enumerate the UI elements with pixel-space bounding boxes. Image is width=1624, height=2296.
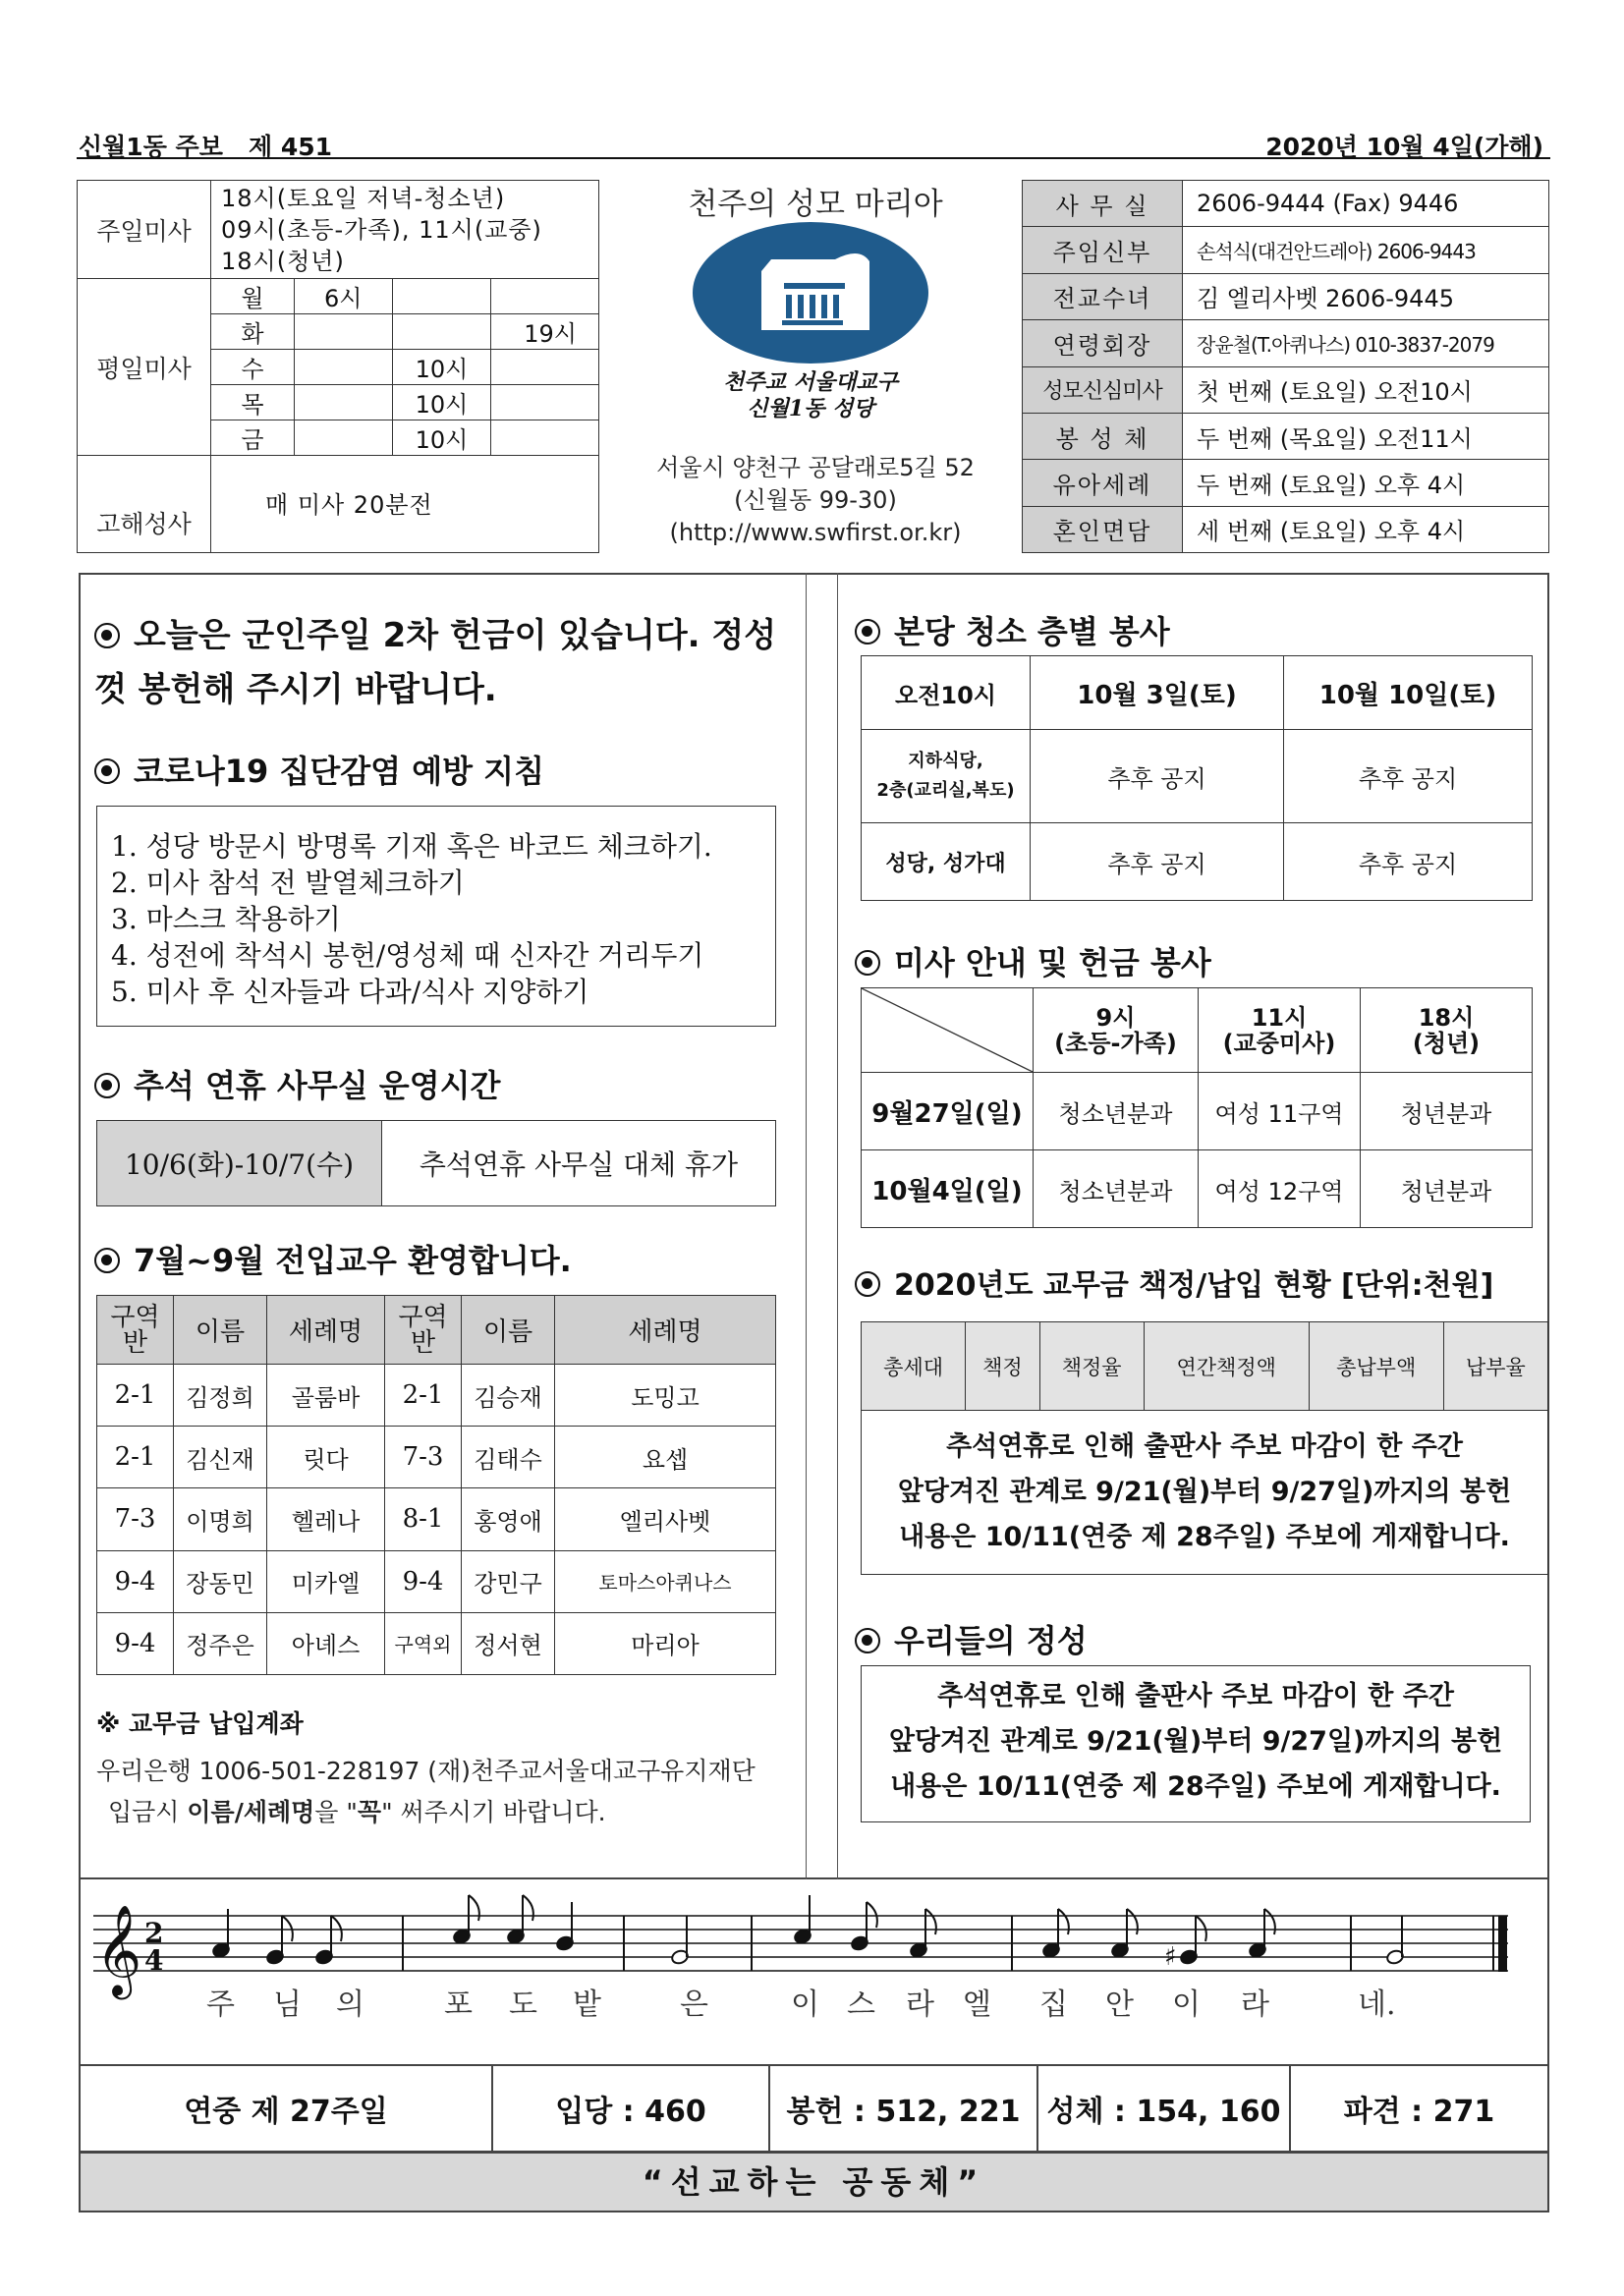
note-flag [1127, 1909, 1138, 1934]
newcomer-section-title: 7월~9월 전입교우 환영합니다. [94, 1236, 572, 1281]
lyric-syllable: 라 [1241, 1988, 1269, 2022]
note-flag [469, 1895, 479, 1921]
treble-clef-icon: 𝄞 [95, 1904, 142, 1995]
offering-amount: 봉헌 : 512, 221 [769, 2065, 1037, 2152]
svg-text:신월1동 성당: 신월1동 성당 [747, 396, 874, 419]
diagonal-cell [862, 988, 1034, 1073]
list-item: 1. 성당 방문시 방명록 기재 혹은 바코드 체크하기. [111, 830, 712, 863]
bullet-icon [94, 1248, 120, 1273]
table-row: 성당, 성가대 추후 공지 추후 공지 [862, 823, 1533, 901]
attendance-count: 입당 : 460 [492, 2065, 769, 2152]
parish-url: (http://www.swfirst.or.kr) [669, 519, 962, 546]
table-row: 9-4 정주은 아녜스 구역외 정서현 마리아 [97, 1612, 776, 1674]
communion-count: 성체 : 154, 160 [1037, 2065, 1290, 2152]
contact-table: 사 무 실 2606-9444 (Fax) 9446 주임신부 손석식(대건안드레아) 2606-9443 전교수녀 김 엘리사벳 2606-9445 연령회장 장윤철(T.아퀴나스) 010-3837-2079 성모신심미사 첫 번째 (토요일) 오전10시 봉 성 체 두 번째 (목요일) 오전11시 유아세례 두 번째 (토요일) 오후 4시 혼인면담 세 번째 (토요일) 오후 4시 [1022, 180, 1549, 553]
table-row: 10월4일(일) 청소년분과 여성 12구역 청년분과 [862, 1150, 1533, 1228]
sunday-mass-times: 18시(토요일 저녁-청소년) 09시(초등-가족), 11시(교중) 18시(청년) [211, 181, 599, 279]
svg-text:4: 4 [144, 1944, 164, 1977]
bullet-icon [94, 623, 120, 648]
table-row: 지하식당, 2층(교리실,복도) 추후 공지 추후 공지 [862, 730, 1533, 823]
chuseok-section-title: 추석 연휴 사무실 운영시간 [94, 1061, 500, 1106]
lyric-syllable: 엘 [963, 1988, 991, 2022]
weekly-stats-table [79, 2064, 1549, 2153]
lyric-syllable: 주 [206, 1988, 235, 2022]
bulletin-date: 2020년 10월 4일(가해) [1265, 133, 1543, 161]
confession-label: 고해성사 [78, 456, 211, 553]
list-item: 5. 미사 후 신자들과 다과/식사 지양하기 [111, 976, 589, 1008]
table-row: 2-1 김정희 골룸바 2-1 김승재 도밍고 [97, 1365, 776, 1427]
lyric-syllable: 밭 [573, 1988, 601, 2022]
weekday-mass-label: 평일미사 [78, 279, 211, 456]
bullet-icon [94, 1073, 120, 1098]
lyric-syllable: 집 [1039, 1988, 1068, 2022]
offering-section-title: 우리들의 정성 [855, 1616, 1088, 1661]
bullet-icon [855, 619, 880, 644]
lyric-syllable: 포 [444, 1988, 473, 2022]
note-flag [925, 1909, 936, 1934]
list-item: 2. 미사 참석 전 발열체크하기 [111, 867, 465, 899]
svg-text:천주교 서울대교구: 천주교 서울대교구 [723, 369, 898, 395]
column-divider [837, 573, 838, 1879]
lyric-syllable: 라 [906, 1988, 934, 2022]
parish-address: 서울시 양천구 공달래로5길 52 (신월동 99-30) (http://www.swfirst.or.kr) [609, 452, 1022, 549]
budget-section-title: 2020년도 교무금 책정/납입 현황 [단위:천원] [855, 1260, 1493, 1304]
lyric-syllable: 스 [847, 1988, 875, 2022]
table-row: 9월27일(일) 청소년분과 여성 11구역 청년분과 [862, 1073, 1533, 1150]
hymn-score [93, 1886, 1538, 2053]
liturgical-week: 연중 제 27주일 [80, 2065, 492, 2152]
parish-logo [688, 222, 933, 419]
confession-value: 매 미사 20분전 [211, 456, 599, 553]
sunday-mass-label: 주일미사 [78, 181, 211, 279]
bullet-icon [855, 1628, 880, 1653]
note-flag [1264, 1909, 1275, 1934]
note-flag [1058, 1909, 1069, 1934]
svg-text:2: 2 [144, 1917, 164, 1949]
note-flag [282, 1916, 293, 1941]
list-item: 3. 마스크 착용하기 [111, 903, 341, 935]
parish-patron-title: 천주의 성모 마리아 [688, 187, 943, 222]
bullet-icon [855, 1271, 880, 1297]
chuseok-hours-table: 10/6(화)-10/7(수) 추석연휴 사무실 대체 휴가 [96, 1120, 776, 1206]
table-row: 9-4 장동민 미카엘 9-4 강민구 토마스아퀴나스 [97, 1550, 776, 1612]
mass-guide-section-title: 미사 안내 및 헌금 봉사 [855, 938, 1211, 983]
lyric-syllable: 이 [1172, 1988, 1201, 2022]
note-flag [1196, 1916, 1206, 1941]
note-flag [331, 1916, 342, 1941]
covid-section-title: 코로나19 집단감염 예방 지침 [94, 747, 544, 792]
lyric-syllable: 도 [509, 1988, 537, 2022]
lyric-syllable: 님 [273, 1988, 302, 2022]
lyric-syllable: 은 [680, 1988, 708, 2022]
mass-schedule-table: 주일미사 18시(토요일 저녁-청소년) 09시(초등-가족), 11시(교중) 18시(청년) 평일미사 월 6시 화 19시 수 10시 목 10시 금 10시 고해성사 매 미사 20분전 [77, 180, 599, 553]
note-flag [523, 1895, 533, 1921]
lyric-syllable: 안 [1105, 1988, 1134, 2022]
table-row: 2-1 김신재 릿다 7-3 김태수 요셉 [97, 1427, 776, 1488]
column-divider [806, 573, 807, 1879]
budget-table: 총세대 책정 책정율 연간책정액 총납부액 납부율 추석연휴로 인해 출판사 주보 마감이 한 주간 앞당겨진 관계로 9/21(월)부터 9/27일)까지의 봉헌 내용은 10/11(연중 제 28주일) 주보에 게재합니다. [861, 1321, 1548, 1575]
military-sunday-notice: 오늘은 군인주일 2차 헌금이 있습니다. 정성껏 봉헌해 주시기 바랍니다. [94, 616, 777, 709]
bullet-icon [94, 758, 120, 784]
account-info: 우리은행 1006-501-228197 (재)천주교서울대교구유지재단 입금시 이름/세례명을 "꼭" 써주시기 바랍니다. [96, 1757, 756, 1826]
budget-note: 추석연휴로 인해 출판사 주보 마감이 한 주간 앞당겨진 관계로 9/21(월)부터 9/27일)까지의 봉헌 내용은 10/11(연중 제 28주일) 주보에 게재합니다. [862, 1411, 1548, 1575]
mass-guide-table: 9시 (초등-가족) 11시 (교중미사) 18시 (청년) 9월27일(일) 청소년분과 여성 11구역 청년분과 10월4일(일) 청소년분과 여성 12구역 청년분과 [861, 987, 1533, 1228]
table-row: 7-3 이명희 헬레나 8-1 홍영애 엘리사벳 [97, 1488, 776, 1550]
cleaning-table: 오전10시 10월 3일(토) 10월 10일(토) 지하식당, 2층(교리실,복도) 추후 공지 추후 공지 성당, 성가대 추후 공지 추후 공지 [861, 655, 1533, 901]
covid-guidelines-list [96, 806, 776, 1027]
offering-note: 추석연휴로 인해 출판사 주보 마감이 한 주간 앞당겨진 관계로 9/21(월)부터 9/27일)까지의 봉헌 내용은 10/11(연중 제 28주일) 주보에 게재합니다. [861, 1665, 1531, 1822]
note-flag [867, 1902, 877, 1928]
sharp-icon: ♯ [1164, 1942, 1177, 1972]
newcomer-table: 구역 반 이름 세례명 구역 반 이름 세례명 2-1 김정희 골룸바 2-1 김승재 도밍고 2-1 김신재 릿다 7-3 김태수 요셉 7-3 이명희 헬레나 8-1 홍영애 엘리사벳 9-4 장동민 미카엘 9-4 강민구 토마스아퀴나스 9-4 정주은 아녜스 구역외 정서현 마리아 [96, 1295, 776, 1675]
parish-slogan: “선교하는 공동체” [79, 2152, 1549, 2212]
lyric-syllable: 이 [791, 1988, 819, 2022]
lyric-syllable: 의 [336, 1988, 364, 2022]
header-divider [77, 157, 1550, 159]
bulletin-issue: 신월1동 주보 제 451 [79, 133, 332, 161]
cleaning-section-title: 본당 청소 층별 봉사 [855, 607, 1170, 652]
account-label: ※ 교무금 납입계좌 [96, 1709, 304, 1738]
bullet-icon [855, 950, 880, 976]
lyric-syllable: 네. [1358, 1988, 1396, 2022]
list-item: 4. 성전에 착석시 봉헌/영성체 때 신자간 거리두기 [111, 939, 704, 972]
dispatch-count: 파견 : 271 [1290, 2065, 1548, 2152]
